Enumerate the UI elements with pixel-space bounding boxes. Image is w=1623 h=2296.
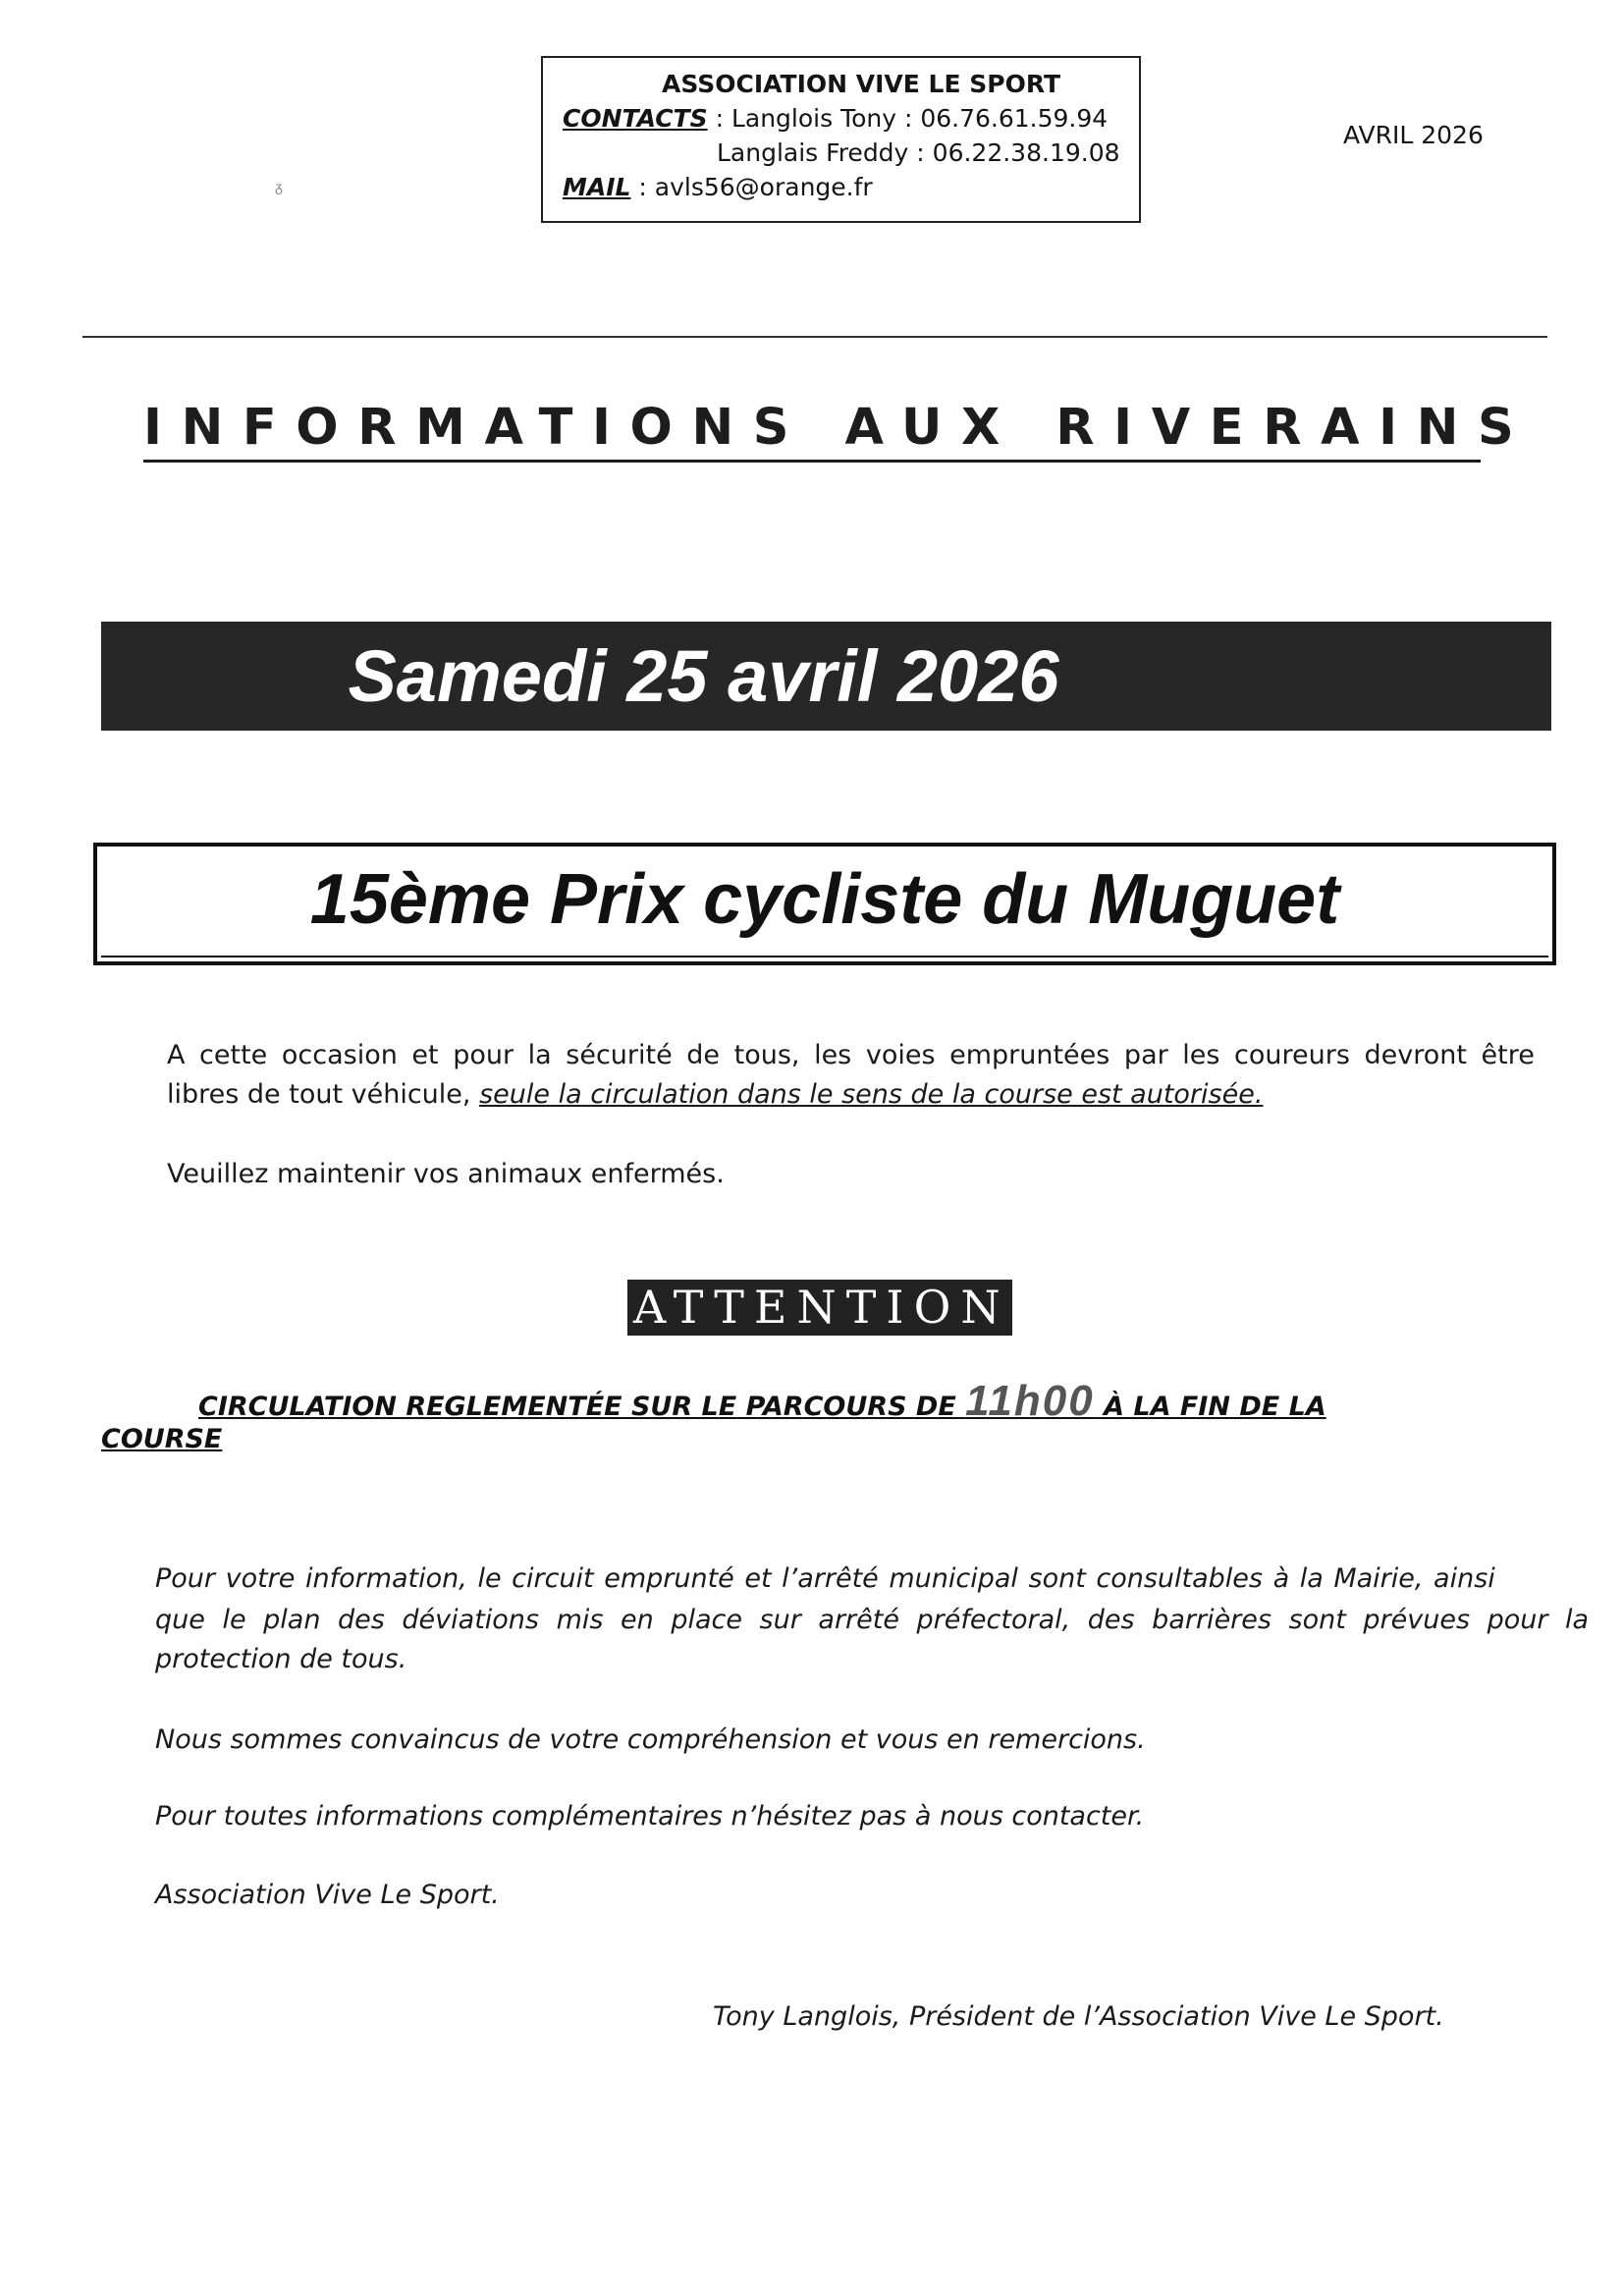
document-date: AVRIL 2026 xyxy=(1343,121,1484,149)
info-contact-us: Pour toutes informations complémentaires n’hésitez pas à nous contacter. xyxy=(155,1801,1145,1831)
contacts-label: CONTACTS xyxy=(563,104,708,133)
event-date: Samedi 25 avril 2026 xyxy=(348,635,1059,717)
contact-box xyxy=(541,56,1141,223)
circulation-part-2: À LA FIN DE LA xyxy=(1094,1392,1326,1422)
association-name: ASSOCIATION VIVE LE SPORT xyxy=(662,70,1061,98)
page-title: INFORMATIONS AUX RIVERAINS xyxy=(143,399,1534,457)
mail-label: MAIL xyxy=(563,173,631,201)
header-rule xyxy=(82,336,1547,338)
event-name: 15ème Prix cycliste du Muguet xyxy=(309,860,1340,939)
info-organisation: Association Vive Le Sport. xyxy=(155,1880,500,1910)
circulation-part-1: CIRCULATION REGLEMENTÉE SUR LE PARCOURS DE xyxy=(198,1392,966,1422)
paragraph-safety-line-2 xyxy=(167,1075,1263,1115)
info-line-3: protection de tous. xyxy=(155,1644,407,1674)
scan-mark: ᵹ xyxy=(275,180,283,195)
title-underline xyxy=(143,460,1481,463)
mail-value: : avls56@orange.fr xyxy=(630,173,873,201)
paragraph-animals: Veuillez maintenir vos animaux enfermés. xyxy=(167,1159,725,1189)
signature: Tony Langlois, Président de l’Association Vive Le Sport. xyxy=(713,2001,1444,2032)
paragraph-safety-line-1: A cette occasion et pour la sécurité de tous, les voies empruntées par les coureurs devront être xyxy=(167,1040,1535,1070)
info-thanks: Nous sommes convaincus de votre compréhension et vous en remercions. xyxy=(155,1724,1146,1755)
circulation-line-2: COURSE xyxy=(101,1424,223,1454)
mail-line xyxy=(563,173,873,202)
info-line-2: que le plan des déviations mis en place sur arrêté préfectoral, des barrières sont prévues pour la xyxy=(155,1605,1590,1635)
info-line-1: Pour votre information, le circuit emprunté et l’arrêté municipal sont consultables à la Mairie, ainsi xyxy=(155,1563,1495,1594)
paragraph-safety-plain: libres de tout véhicule, xyxy=(167,1079,480,1110)
event-date-banner xyxy=(101,622,1551,731)
contact-line-1 xyxy=(563,104,1108,134)
contact-1: : Langlois Tony : 06.76.61.59.94 xyxy=(707,104,1109,133)
circulation-time: 11h00 xyxy=(965,1377,1095,1425)
circulation-line-1 xyxy=(198,1377,1326,1426)
attention-banner: ATTENTION xyxy=(627,1280,1012,1336)
paragraph-safety-underlined: seule la circulation dans le sens de la course est autorisée. xyxy=(479,1079,1264,1110)
contact-2: Langlais Freddy : 06.22.38.19.08 xyxy=(717,138,1120,167)
